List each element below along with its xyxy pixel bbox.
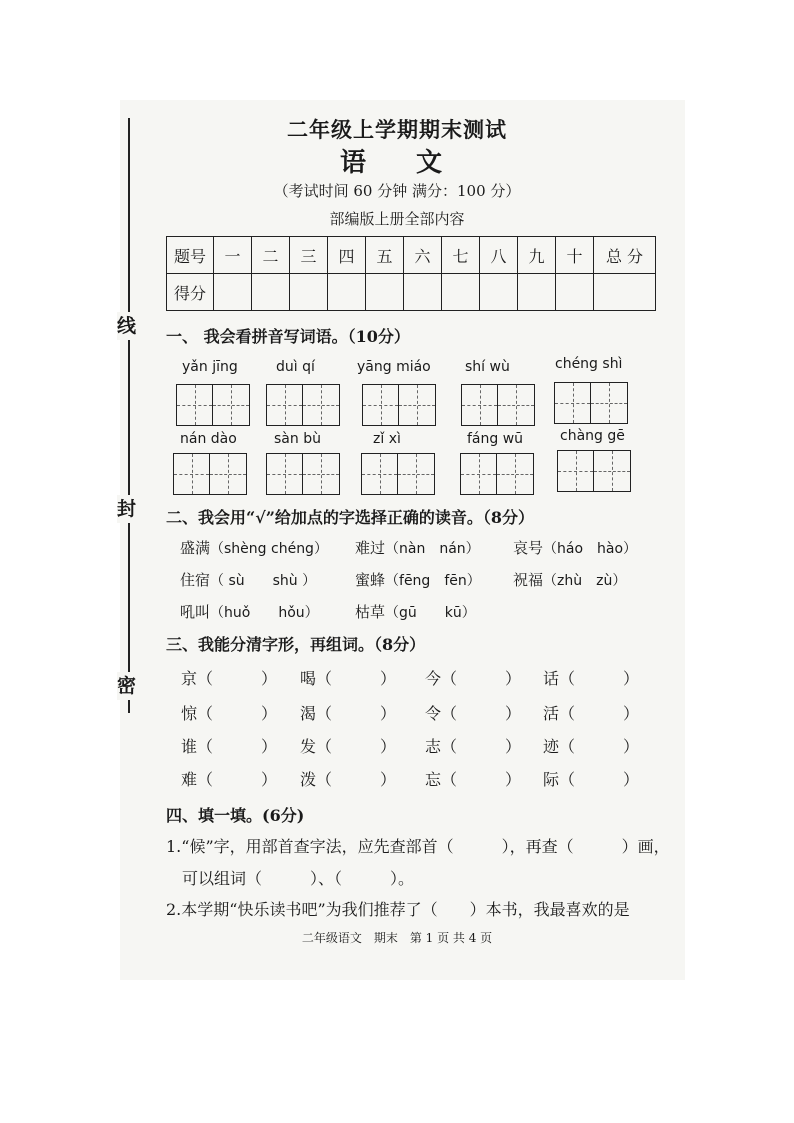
q3-answer-bracket[interactable]: （ ）	[559, 704, 640, 723]
q2-pinyin-options[interactable]: （háo hào）	[543, 541, 638, 557]
q2-pinyin-options[interactable]: （fēng fēn）	[385, 573, 481, 589]
score-cell[interactable]	[252, 274, 290, 311]
q4-line-3[interactable]: 2.本学期“快乐读书吧”为我们推荐了（ ）本书，我最喜欢的是	[166, 900, 630, 919]
exam-subject: 语 文	[339, 148, 454, 178]
binding-char-cut: 密	[117, 672, 136, 700]
q3-char: 话	[543, 669, 560, 688]
q3-answer-bracket[interactable]: （ ）	[559, 669, 640, 688]
score-cell[interactable]	[328, 274, 366, 311]
q2-pinyin-options[interactable]: （huǒ hǒu）	[210, 605, 319, 621]
q3-item[interactable]	[425, 701, 521, 724]
q3-char: 令	[425, 704, 442, 723]
q3-answer-bracket[interactable]: （ ）	[197, 737, 278, 756]
q3-char: 志	[425, 737, 442, 756]
binding-char-line: 线	[117, 312, 136, 340]
q3-answer-bracket[interactable]: （ ）	[559, 737, 640, 756]
q2-chars: 蜜蜂	[355, 571, 386, 589]
q1-writing-grid[interactable]	[554, 382, 628, 424]
q3-char: 惊	[181, 704, 198, 723]
score-header-row	[167, 237, 656, 274]
q3-answer-bracket[interactable]: （ ）	[197, 669, 278, 688]
q3-answer-bracket[interactable]: （ ）	[441, 737, 522, 756]
q3-item[interactable]	[181, 666, 277, 689]
q3-title: 三、我能分清字形，再组词。（8分）	[166, 635, 426, 654]
q2-item	[355, 601, 476, 622]
q3-answer-bracket[interactable]: （ ）	[559, 770, 640, 789]
q3-char: 活	[543, 704, 560, 723]
q4-line-2[interactable]: 可以组词（ ）、（ ）。	[182, 869, 415, 888]
exam-title: 二年级上学期期末测试	[287, 117, 507, 142]
exam-info: （考试时间 60 分钟 满分：100 分）	[273, 182, 521, 200]
score-header-cell: 题号	[167, 237, 214, 274]
q1-pinyin: chéng shì	[555, 356, 623, 372]
q2-chars: 枯草	[355, 603, 386, 621]
q2-chars: 吼叫	[180, 603, 211, 621]
q1-pinyin: shí wù	[465, 359, 510, 375]
q2-chars: 住宿	[180, 571, 211, 589]
q4-line-1[interactable]: 1.“候”字，用部首查字法，应先查部首（ ），再查（ ）画，	[166, 837, 670, 856]
score-row-label: 得分	[167, 274, 214, 311]
score-header-cell: 一	[214, 237, 252, 274]
q2-pinyin-options[interactable]: （gū kū）	[385, 605, 476, 621]
q3-item[interactable]	[425, 734, 521, 757]
q3-item[interactable]	[543, 666, 639, 689]
score-header-cell: 总 分	[594, 237, 656, 274]
q1-pinyin: duì qí	[276, 359, 315, 375]
q2-title: 二、我会用“√”给加点的字选择正确的读音。（8分）	[166, 508, 535, 527]
q3-char: 今	[425, 669, 442, 688]
q1-writing-grid[interactable]	[362, 384, 436, 426]
q3-item[interactable]	[181, 734, 277, 757]
q4-title: 四、填一填。(6分)	[166, 806, 305, 825]
q1-writing-grid[interactable]	[266, 384, 340, 426]
q1-writing-grid[interactable]	[176, 384, 250, 426]
q3-item[interactable]	[425, 666, 521, 689]
score-value-row	[167, 274, 656, 311]
q3-item[interactable]	[300, 666, 396, 689]
q3-char: 谁	[181, 737, 198, 756]
binding-char-seal: 封	[117, 495, 136, 523]
q3-char: 喝	[300, 669, 317, 688]
score-cell[interactable]	[518, 274, 556, 311]
score-cell[interactable]	[556, 274, 594, 311]
q2-pinyin-options[interactable]: （nàn nán）	[385, 541, 480, 557]
score-header-cell: 二	[252, 237, 290, 274]
q3-answer-bracket[interactable]: （ ）	[441, 770, 522, 789]
q2-item	[355, 569, 481, 590]
score-cell[interactable]	[404, 274, 442, 311]
q1-pinyin: fáng wū	[467, 431, 524, 447]
q2-chars: 盛满	[180, 539, 211, 557]
score-header-cell: 八	[480, 237, 518, 274]
q2-pinyin-options[interactable]: （zhù zù）	[543, 573, 627, 589]
score-header-cell: 四	[328, 237, 366, 274]
q3-answer-bracket[interactable]: （ ）	[197, 704, 278, 723]
q1-writing-grid[interactable]	[461, 384, 535, 426]
q3-char: 忘	[425, 770, 442, 789]
q1-writing-grid[interactable]	[266, 453, 340, 495]
q2-item	[180, 569, 316, 590]
q3-char: 际	[543, 770, 560, 789]
score-header-cell: 三	[290, 237, 328, 274]
score-cell[interactable]	[290, 274, 328, 311]
q2-item	[180, 601, 319, 622]
q3-item[interactable]	[300, 734, 396, 757]
q3-item[interactable]	[543, 734, 639, 757]
score-cell[interactable]	[366, 274, 404, 311]
q2-item	[180, 537, 328, 558]
q1-pinyin: yāng miáo	[357, 359, 431, 375]
q3-item[interactable]	[300, 767, 396, 790]
q1-writing-grid[interactable]	[460, 453, 534, 495]
q2-pinyin-options[interactable]: （ sù shù ）	[210, 573, 317, 589]
q3-item[interactable]	[300, 701, 396, 724]
q3-answer-bracket[interactable]: （ ）	[316, 704, 397, 723]
score-header-cell: 五	[366, 237, 404, 274]
q3-item[interactable]	[543, 767, 639, 790]
q3-item[interactable]	[425, 767, 521, 790]
q3-answer-bracket[interactable]: （ ）	[197, 770, 278, 789]
q1-writing-grid[interactable]	[173, 453, 247, 495]
score-header-cell: 七	[442, 237, 480, 274]
q3-char: 难	[181, 770, 198, 789]
q3-item[interactable]	[181, 701, 277, 724]
page-footer: 二年级语文 期末 第 1 页 共 4 页	[301, 931, 493, 945]
q2-chars: 哀号	[513, 539, 544, 557]
q1-pinyin: chàng gē	[560, 428, 625, 444]
q3-answer-bracket[interactable]: （ ）	[316, 737, 397, 756]
q3-char: 迹	[543, 737, 560, 756]
exam-edition: 部编版上册全部内容	[329, 210, 465, 228]
q1-pinyin: zǐ xì	[373, 431, 401, 447]
q3-item[interactable]	[543, 701, 639, 724]
score-table	[166, 236, 656, 311]
q1-pinyin: sàn bù	[274, 431, 321, 447]
q1-writing-grid[interactable]	[361, 453, 435, 495]
q3-answer-bracket[interactable]: （ ）	[441, 669, 522, 688]
score-header-cell: 六	[404, 237, 442, 274]
score-cell[interactable]	[442, 274, 480, 311]
q3-char: 发	[300, 737, 317, 756]
score-header-cell: 十	[556, 237, 594, 274]
q2-item	[513, 569, 626, 590]
q2-chars: 祝福	[513, 571, 544, 589]
score-header-cell: 九	[518, 237, 556, 274]
q3-answer-bracket[interactable]: （ ）	[441, 704, 522, 723]
q1-title: 一、 我会看拼音写词语。（10分）	[166, 327, 410, 346]
q3-char: 京	[181, 669, 198, 688]
q3-char: 渴	[300, 704, 317, 723]
q2-item	[513, 537, 637, 558]
q1-pinyin: nán dào	[180, 431, 237, 447]
q2-item	[355, 537, 480, 558]
q3-char: 泼	[300, 770, 317, 789]
q3-answer-bracket[interactable]: （ ）	[316, 669, 397, 688]
q2-chars: 难过	[355, 539, 386, 557]
q3-item[interactable]	[181, 767, 277, 790]
q2-pinyin-options[interactable]: （shèng chéng）	[210, 541, 328, 557]
q1-writing-grid[interactable]	[557, 450, 631, 492]
score-cell[interactable]	[214, 274, 252, 311]
q1-pinyin: yǎn jīng	[182, 359, 238, 375]
score-cell[interactable]	[594, 274, 656, 311]
score-cell[interactable]	[480, 274, 518, 311]
q3-answer-bracket[interactable]: （ ）	[316, 770, 397, 789]
